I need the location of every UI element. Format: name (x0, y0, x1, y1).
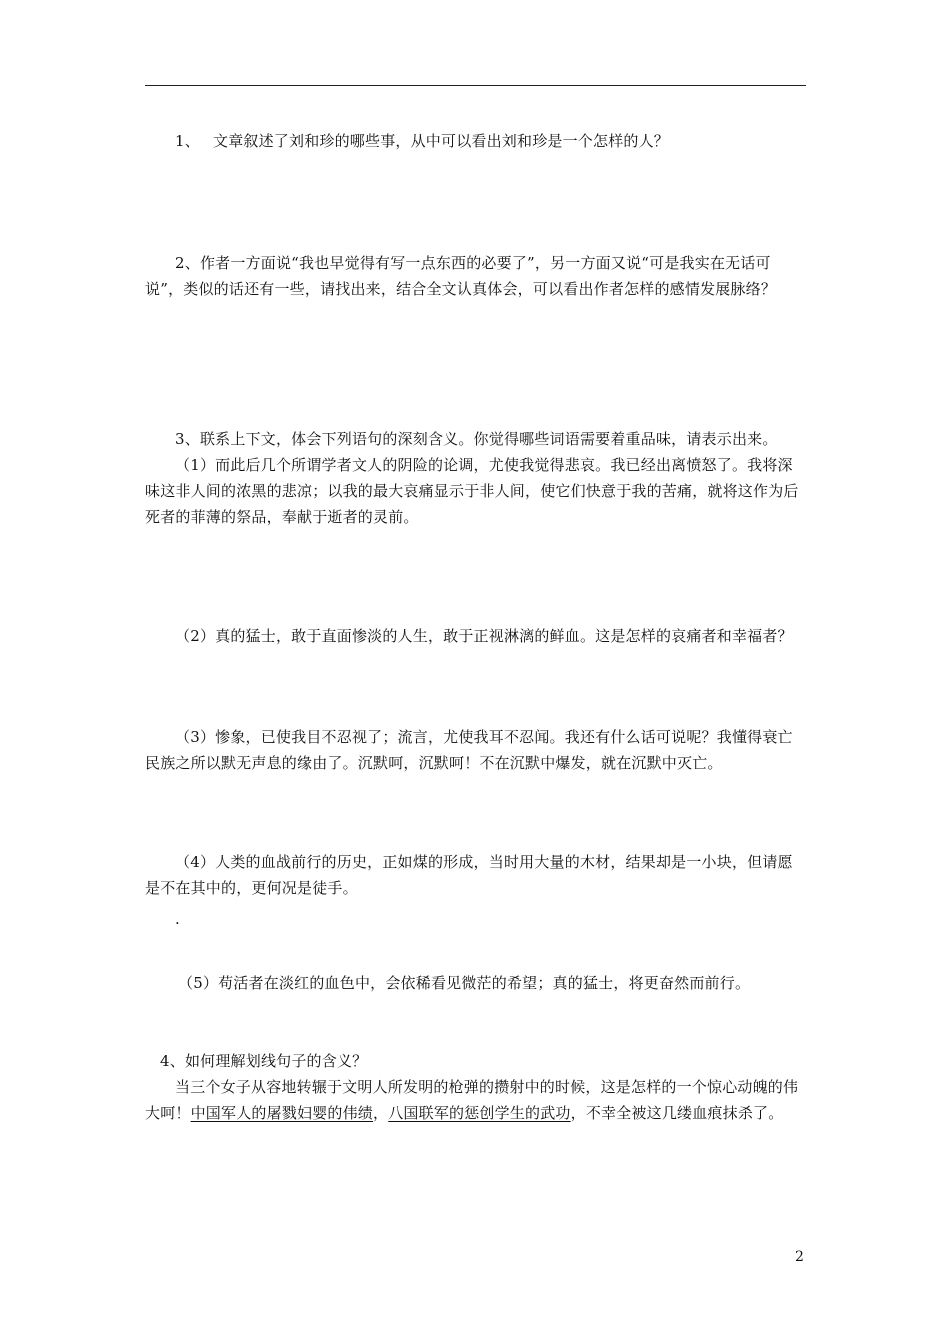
passage-text-end: ，不幸全被这几缕血痕抹杀了。 (570, 1104, 784, 1122)
underlined-phrase-1: 中国军人的屠戮妇婴的伟绩 (190, 1104, 374, 1122)
question-1 (145, 128, 807, 154)
question-3-sentence-1: （1）而此后几个所谓学者文人的阴险的论调，尤使我觉得悲哀。我已经出离愤怒了。我将深味这非人间的浓黑的悲凉；以我的最大哀痛显示于非人间，使它们快意于我的苦痛，就将这作为后死者的菲薄的祭品，奉献于逝者的灵前。 (145, 456, 799, 526)
question-3-sentence-4: （4）人类的血战前行的历史，正如煤的形成，当时用大量的木材，结果却是一小块，但请愿是不在其中的，更何况是徒手。 (145, 853, 793, 897)
question-1-number: 1、 (175, 132, 200, 150)
question-3-sentence-2: （2）真的猛士，敢于直面惨淡的人生，敢于正视淋漓的鲜血。这是怎样的哀痛者和幸福者？ (175, 627, 793, 645)
question-4-passage (145, 1074, 807, 1126)
question-3-sentence-3: （3）惨象，已使我目不忍视了；流言，尤使我耳不忍闻。我还有什么话可说呢？我懂得衰亡民族之所以默无声息的缘由了。沉默呵，沉默呵！不在沉默中爆发，就在沉默中灭亡。 (145, 728, 793, 772)
header-rule (145, 85, 806, 86)
question-2: 2、作者一方面说“我也早觉得有写一点东西的必要了”，另一方面又说“可是我实在无话可说”，类似的话还有一些，请找出来，结合全文认真体会，可以看出作者怎样的感情发展脉络？ (145, 254, 777, 298)
passage-text-start: 当三个女子从容地转辗于文明人所发明的枪弹的攒射中的时候，这是怎样的一个惊心动魄的伟大呵！ (145, 1078, 799, 1122)
passage-comma: ， (373, 1104, 389, 1122)
question-3: 3、联系上下文，体会下列语句的深刻含义。你觉得哪些词语需要着重品味，请表示出来。 (175, 430, 778, 448)
question-4: 4、如何理解划线句子的含义？ (160, 1052, 368, 1070)
question-3-sentence-5: （5）苟活者在淡红的血色中，会依稀看见微茫的希望；真的猛士，将更奋然而前行。 (178, 974, 751, 992)
question-1-text: 文章叙述了刘和珍的哪些事，从中可以看出刘和珍是一个怎样的人？ (213, 132, 670, 150)
stray-dot: . (175, 910, 180, 928)
underlined-phrase-2: 八国联军的惩创学生的武功 (388, 1104, 571, 1122)
page-number: 2 (795, 1249, 804, 1265)
